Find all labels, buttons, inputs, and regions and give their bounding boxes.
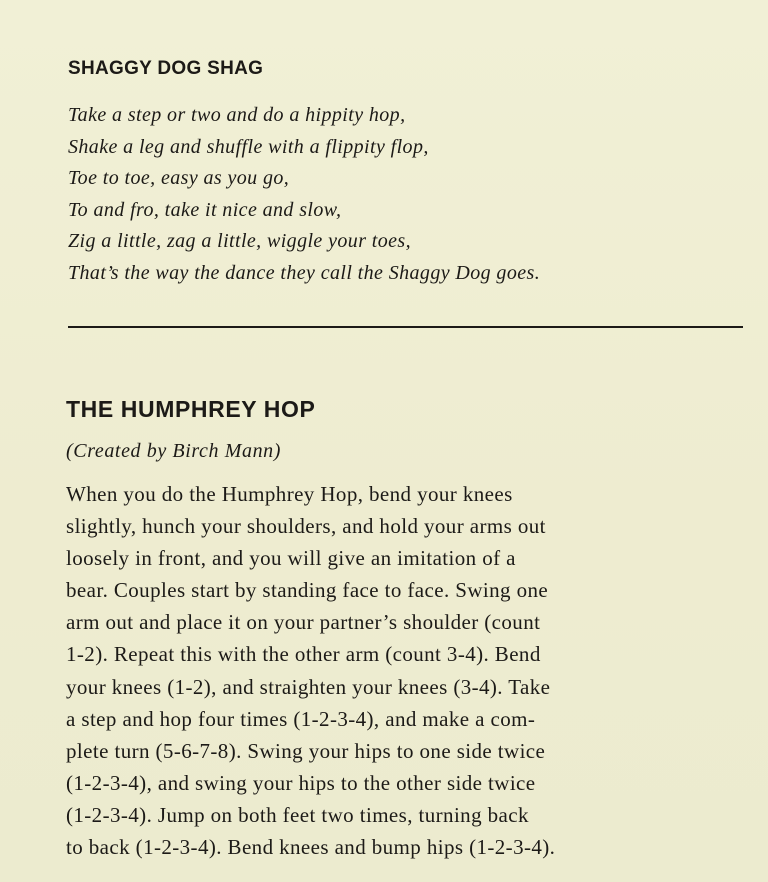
body-line: When you do the Humphrey Hop, bend your knees [66,482,513,506]
body-line: slightly, hunch your shoulders, and hold your arms out [66,514,546,539]
body-line: (1-2-3-4). Jump on both feet two times, turning back [66,802,529,827]
section-title-humphrey-hop: THE HUMPHREY HOP [66,396,316,422]
poem-line: Zig a little, zag a little, wiggle your toes, [68,230,411,252]
body-line: 1-2). Repeat this with the other arm (count 3-4). Bend [66,642,541,667]
poem-line: That’s the way the dance they call the Shaggy Dog goes. [68,261,541,284]
author-credit: (Created by Birch Mann) [66,440,282,462]
body-line: arm out and place it on your partner’s shoulder (count [66,610,541,635]
poem-line: Shake a leg and shuffle with a flippity flop, [68,135,429,158]
section-divider [68,326,743,328]
body-line: loosely in front, and you will give an imitation of a [66,546,516,571]
poem-line: Toe to toe, easy as you go, [68,167,290,189]
body-line: plete turn (5-6-7-8). Swing your hips to one side twice [66,738,546,763]
body-line: your knees (1-2), and straighten your knees (3-4). Take [66,674,551,699]
body-line: (1-2-3-4), and swing your hips to the other side twice [66,770,536,795]
body-line: a step and hop four times (1-2-3-4), and make a com- [66,706,536,731]
poem-line: To and fro, take it nice and slow, [68,198,342,221]
poem-line: Take a step or two and do a hippity hop, [68,104,406,126]
poem-verse [68,100,540,289]
dance-instructions [66,478,555,863]
body-line: to back (1-2-3-4). Bend knees and bump hips (1-2-3-4). [66,835,556,860]
section-title-shaggy-dog-shag: SHAGGY DOG SHAG [68,58,264,79]
body-line: bear. Couples start by standing face to face. Swing one [66,578,549,603]
